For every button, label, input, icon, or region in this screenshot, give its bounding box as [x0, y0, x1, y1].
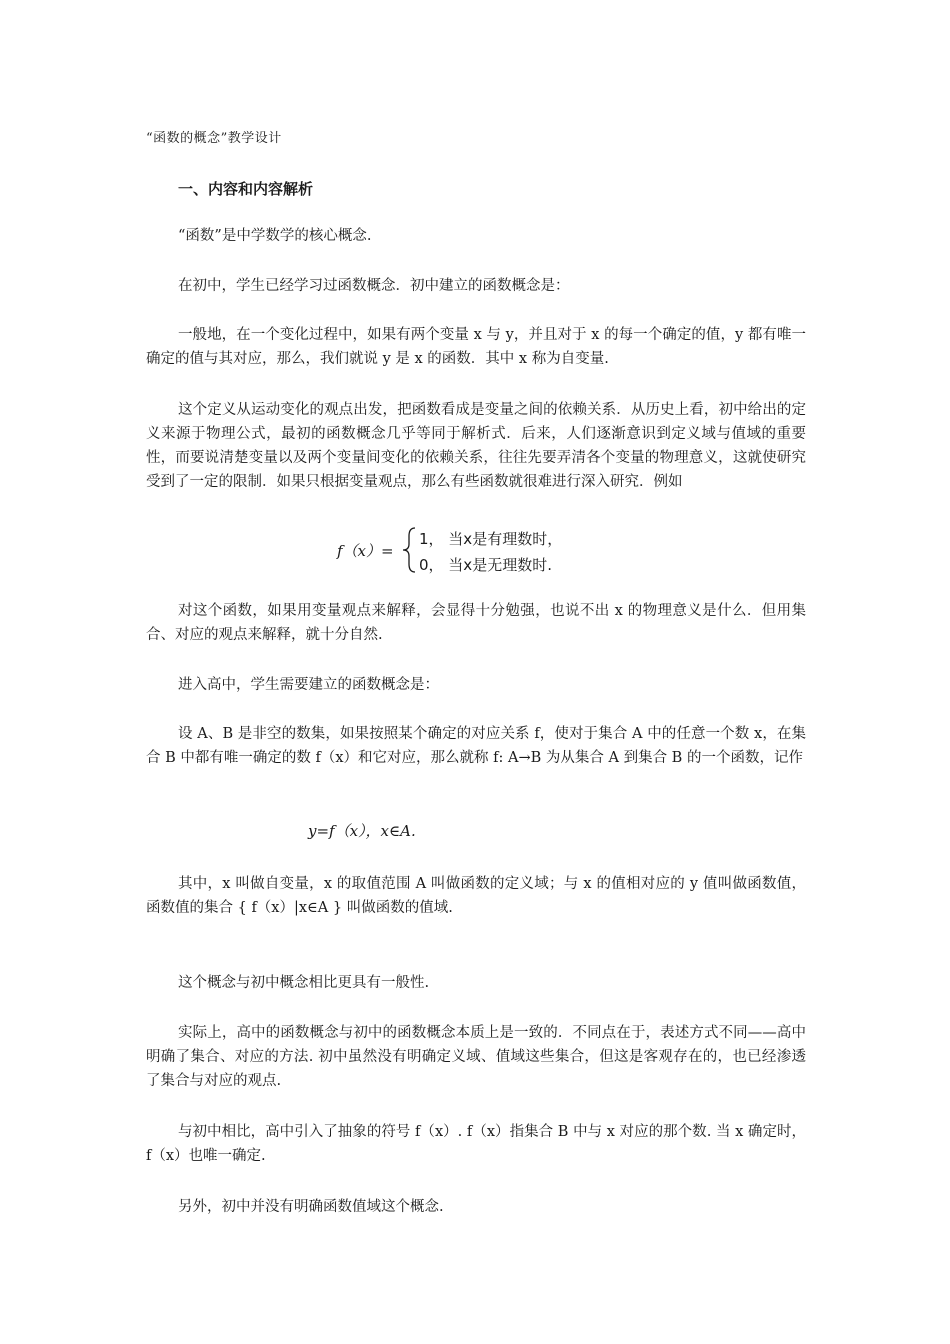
paragraph-senior-intro: 进入高中，学生需要建立的函数概念是： — [178, 677, 439, 693]
paragraph-generality: 这个概念与初中概念相比更具有一般性. — [178, 975, 430, 991]
paragraph-domain-range: 其中，x 叫做自变量，x 的取值范围 A 叫做函数的定义域；与 x 的值相对应的 y 值叫做函数值，函数值的集合 { f（x）|x∈A } 叫做函数的值域. — [146, 876, 806, 916]
paragraph-range-note: 另外，初中并没有明确函数值域这个概念. — [178, 1199, 444, 1215]
paragraph-senior-definition: 设 A、B 是非空的数集，如果按照某个确定的对应关系 f，使对于集合 A 中的任意一个数 x，在集合 B 中都有唯一确定的数 f（x）和它对应，那么就称 f: A→B 为从集合 A 到集合 B 的一个函数，记作 — [146, 726, 806, 766]
paragraph-abstract-symbol: 与初中相比，高中引入了抽象的符号 f（x）. f（x）指集合 B 中与 x 对应的那个数. 当 x 确定时，f（x）也唯一确定. — [146, 1124, 806, 1164]
function-notation: y=f（x），x∈A. — [308, 822, 416, 840]
paragraph-comparison: 实际上，高中的函数概念与初中的函数概念本质上是一致的．不同点在于，表述方式不同——高中明确了集合、对应的方法. 初中虽然没有明确定义域、值域这些集合，但这是客观存在的，也已经渗透了集合与对应的观点. — [146, 1025, 806, 1089]
document-title: “函数的概念”教学设计 — [146, 131, 282, 146]
formula-case-rational: 1， 当x是有理数时， — [419, 530, 563, 548]
paragraph-core-concept: “函数”是中学数学的核心概念. — [178, 228, 372, 244]
paragraph-explanation: 对这个函数，如果用变量观点来解释，会显得十分勉强，也说不出 x 的物理意义是什么．但用集合、对应的观点来解释，就十分自然. — [146, 603, 806, 643]
dirichlet-function-formula — [335, 522, 585, 578]
formula-lhs: f（x）= — [337, 542, 394, 560]
paragraph-variable-view: 这个定义从运动变化的观点出发，把函数看成是变量之间的依赖关系．从历史上看，初中给出的定义来源于物理公式，最初的函数概念几乎等同于解析式．后来，人们逐渐意识到定义域与值域的重要性，而要说清楚变量以及两个变量间变化的依赖关系，往往先要弄清各个变量的物理意义，这就使研究受到了一定的限制．如果只根据变量观点，那么有些函数就很难进行深入研究．例如 — [146, 402, 806, 490]
paragraph-junior-definition: 一般地，在一个变化过程中，如果有两个变量 x 与 y，并且对于 x 的每一个确定的值，y 都有唯一确定的值与其对应，那么，我们就说 y 是 x 的函数．其中 x 称为自变量. — [146, 327, 806, 367]
section-heading: 一、内容和内容解析 — [178, 180, 314, 198]
left-brace-icon — [403, 528, 415, 572]
formula-case-irrational: 0， 当x是无理数时. — [419, 556, 552, 574]
paragraph-junior-intro: 在初中，学生已经学习过函数概念．初中建立的函数概念是： — [178, 278, 570, 294]
